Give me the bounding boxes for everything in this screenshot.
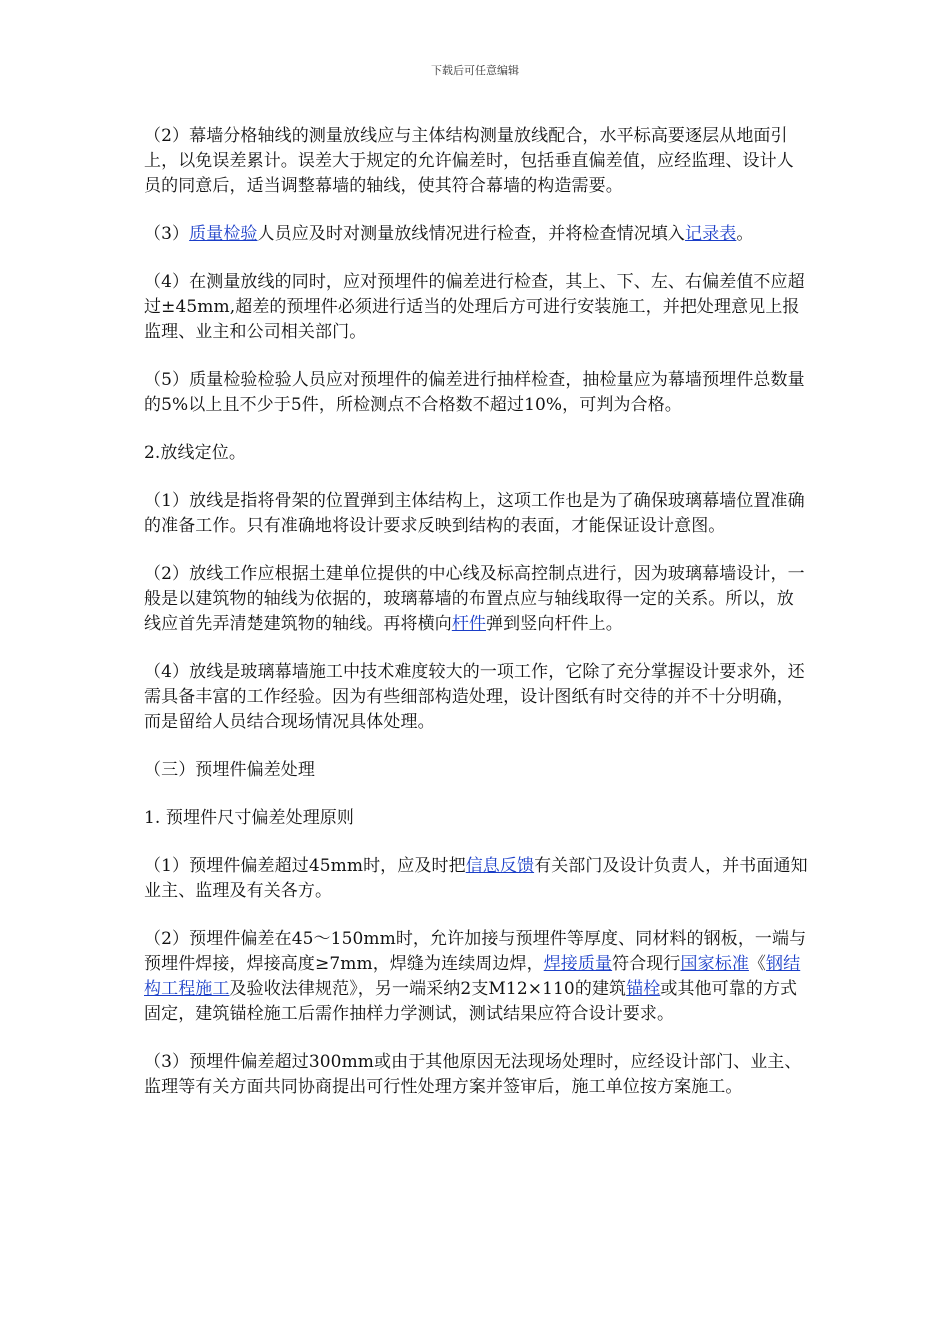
- hyperlink[interactable]: 焊接质量: [543, 954, 613, 974]
- text-run: （2）幕墙分格轴线的测量放线应与主体结构测量放线配合，水平标高要逐层从地面引上，以免误差累计。误差大于规定的允许偏差时，包括垂直偏差值，应经监理、设计人员的同意后，适当调整幕墙的轴线，使其符合幕墙的构造需要。: [144, 126, 794, 196]
- text-run: （5）质量检验检验人员应对预埋件的偏差进行抽样检查，抽检量应为幕墙预埋件总数量的5%以上且不少于5件，所检测点不合格数不超过10%，可判为合格。: [144, 370, 805, 415]
- text-run: （4）放线是玻璃幕墙施工中技术难度较大的一项工作，它除了充分掌握设计要求外，还需具备丰富的工作经验。因为有些细部构造处理，设计图纸有时交待的并不十分明确，而是留给人员结合现场情况具体处理。: [144, 662, 805, 732]
- paragraph: [144, 222, 809, 247]
- paragraph: [144, 562, 809, 637]
- hyperlink[interactable]: 质量检验: [189, 224, 258, 244]
- text-run: （2）放线工作应根据土建单位提供的中心线及标高控制点进行，因为玻璃幕墙设计，一般是以建筑物的轴线为依据的，玻璃幕墙的布置点应与轴线取得一定的关系。所以，放线应首先弄清楚建筑物的轴线。再将横向: [144, 564, 805, 634]
- text-run: （1）预埋件偏差超过45mm时，应及时把: [144, 856, 466, 876]
- paragraph: [144, 124, 809, 199]
- text-run: 或其他可靠的方式固定，建筑锚栓施工后需作抽样力学测试，测试结果应符合设计要求。: [144, 979, 798, 1024]
- hyperlink[interactable]: 信息反馈: [465, 856, 535, 876]
- text-run: （3）: [144, 224, 190, 244]
- text-run: 弹到竖向杆件上。: [486, 614, 623, 634]
- hyperlink[interactable]: 杆件: [451, 614, 487, 634]
- text-run: （3）预埋件偏差超过300mm或由于其他原因无法现场处理时，应经设计部门、业主、监理等有关方面共同协商提出可行性处理方案并签审后，施工单位按方案施工。: [144, 1052, 802, 1097]
- text-run: 符合现行: [612, 954, 681, 974]
- hyperlink[interactable]: 钢结构工程施工: [144, 954, 801, 999]
- paragraph: [144, 1050, 809, 1100]
- paragraph: [144, 758, 809, 783]
- text-run: 有关部门及设计负责人，并书面通知业主、监理及有关各方。: [144, 856, 808, 901]
- text-run: 。: [736, 224, 754, 244]
- hyperlink[interactable]: 记录表: [685, 224, 737, 244]
- text-run: （三）预埋件偏差处理: [144, 760, 315, 780]
- hyperlink[interactable]: 锚栓: [626, 979, 661, 999]
- page-header: 下载后可任意编辑: [431, 64, 519, 77]
- text-run: 人员应及时对测量放线情况进行检查，并将检查情况填入: [257, 224, 686, 244]
- paragraph: [144, 660, 809, 735]
- paragraph: [144, 927, 809, 1027]
- text-run: 《: [748, 954, 767, 974]
- text-run: 1. 预埋件尺寸偏差处理原则: [144, 808, 355, 828]
- paragraph: [144, 806, 809, 831]
- paragraph: [144, 441, 809, 466]
- document-body: [144, 124, 809, 1123]
- paragraph: [144, 854, 809, 904]
- text-run: （1）放线是指将骨架的位置弹到主体结构上，这项工作也是为了确保玻璃幕墙位置准确的准备工作。只有准确地将设计要求反映到结构的表面，才能保证设计意图。: [144, 491, 805, 536]
- text-run: 2.放线定位。: [144, 443, 246, 463]
- paragraph: [144, 489, 809, 539]
- hyperlink[interactable]: 国家标准: [680, 954, 749, 974]
- paragraph: [144, 368, 809, 418]
- text-run: （2）预埋件偏差在45～150mm时，允许加接与预埋件等厚度、同材料的钢板，一端与预埋件焊接，焊接高度≥7mm，焊缝为连续周边焊，: [144, 929, 807, 974]
- text-run: （4）在测量放线的同时，应对预埋件的偏差进行检查，其上、下、左、右偏差值不应超过±45mm,超差的预埋件必须进行适当的处理后方可进行安装施工，并把处理意见上报监理、业主和公司相关部门。: [144, 272, 805, 342]
- paragraph: [144, 270, 809, 345]
- text-run: 及验收法律规范》，另一端采纳2支M12×110的建筑: [229, 979, 627, 999]
